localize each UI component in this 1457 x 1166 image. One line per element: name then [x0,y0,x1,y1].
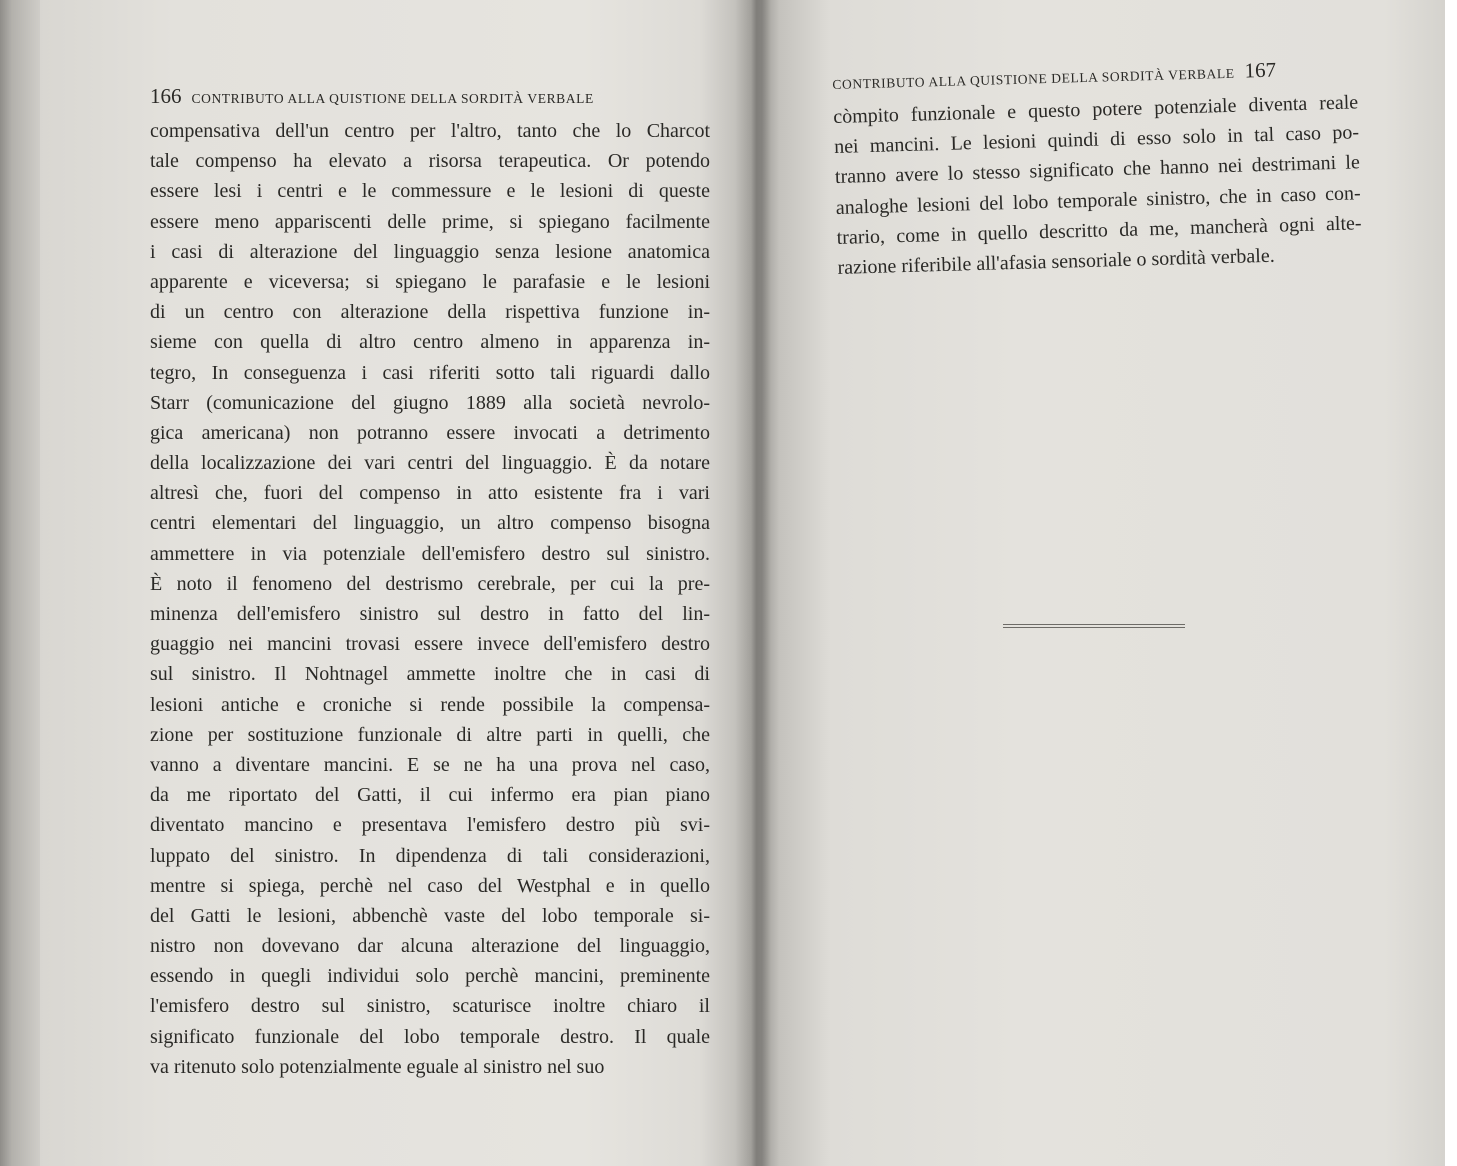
right-text-line: trario, come in quello descritto da me, mancherà ogni alte- [836,212,1362,249]
left-text-line: diventato mancino e presentava l'emisfero destro più svi- [150,814,710,837]
left-text-line: guaggio nei mancini trovasi essere invece dell'emisfero destro [150,633,710,656]
left-running-title: CONTRIBUTO ALLA QUISTIONE DELLA SORDITÀ VERBALE [191,91,594,106]
right-body-text [833,87,1368,283]
left-text-line: nistro non dovevano dar alcuna alterazione del linguaggio, [150,935,710,958]
left-body-text [150,116,720,1082]
left-text-line: l'emisfero destro sul sinistro, scaturisce inoltre chiaro il [150,995,710,1018]
left-text-line: tegro, In conseguenza i casi riferiti sotto tali riguardi dallo [150,361,710,384]
left-text-line: essere meno appariscenti delle prime, si spiegano facilmente [150,210,710,233]
left-text-line: È noto il fenomeno del destrismo cerebrale, per cui la pre- [150,572,710,595]
left-page-edge [0,0,40,1166]
left-text-line: compensativa dell'un centro per l'altro, tanto che lo Charcot [150,120,710,142]
book-gutter [735,0,771,1166]
left-text-line: significato funzionale del lobo temporale destro. Il quale [150,1025,710,1048]
left-text-line: vanno a diventare mancini. E se ne ha una prova nel caso, [150,753,710,776]
left-text-line: gica americana) non potranno essere invocati a detrimento [150,421,710,444]
left-text-line: altresì che, fuori del compenso in atto esistente fra i vari [150,482,710,505]
rule-line-bottom [1003,627,1185,628]
left-text-line: luppato del sinistro. In dipendenza di tali considerazioni, [150,844,710,867]
left-text-line: della localizzazione dei vari centri del linguaggio. È da notare [150,452,710,475]
left-text-line: sul sinistro. Il Nohtnagel ammette inoltre che in casi di [150,663,710,686]
left-text-line: di un centro con alterazione della rispettiva funzione in- [150,301,710,324]
right-page [832,55,1368,283]
left-page-number: 166 [150,84,182,108]
left-text-line: centri elementari del linguaggio, un altro compenso bisogna [150,512,710,535]
right-text-line: razione riferibile all'afasia sensoriale o sordità verbale. [837,244,1275,279]
right-text-line: nei mancini. Le lesioni quindi di esso solo in tal caso po- [833,121,1360,159]
left-text-line: sieme con quella di altro centro almeno in apparenza in- [150,331,710,354]
right-margin [1445,0,1457,1166]
left-text-line: essere lesi i centri e le commessure e le lesioni di queste [150,180,710,203]
left-text-line: da me riportato del Gatti, il cui infermo era pian piano [150,784,710,807]
left-text-line: lesioni antiche e croniche si rende possibile la compensa- [150,693,710,716]
left-running-head [150,84,720,116]
left-text-line: minenza dell'emisfero sinistro sul destro in fatto del lin- [150,603,710,625]
left-text-line: essendo in quegli individui solo perchè mancini, preminente [150,965,710,988]
rule-line-top [1003,624,1185,625]
left-text-line: zione per sostituzione funzionale di altre parti in quelli, che [150,723,710,746]
right-running-title: CONTRIBUTO ALLA QUISTIONE DELLA SORDITÀ VERBALE [832,65,1235,92]
closing-double-rule [1003,624,1185,633]
right-text-line: analoghe lesioni del lobo temporale sinistro, che in caso con- [835,181,1361,219]
right-page-number: 167 [1244,57,1277,83]
right-text-line: tranno avere lo stesso significato che hanno nei destrimani le [834,151,1361,189]
left-text-line: tale compenso ha elevato a risorsa terapeutica. Or potendo [150,150,710,173]
left-text-line: ammettere in via potenziale dell'emisfero destro sul sinistro. [150,542,710,565]
left-page [150,84,720,1082]
left-text-line: apparente e viceversa; si spiegano le parafasie e le lesioni [150,270,710,293]
left-text-line: mentre si spiega, perchè nel caso del Westphal e in quello [150,874,710,897]
right-text-line: còmpito funzionale e questo potere potenziale diventa reale [833,91,1359,128]
left-text-line: Starr (comunicazione del giugno 1889 alla società nevrolo- [150,391,710,414]
left-text-line: va ritenuto solo potenzialmente eguale al sinistro nel suo [150,1055,605,1078]
left-text-line: i casi di alterazione del linguaggio senza lesione anatomica [150,240,710,263]
left-text-line: del Gatti le lesioni, abbenchè vaste del lobo temporale si- [150,904,710,927]
